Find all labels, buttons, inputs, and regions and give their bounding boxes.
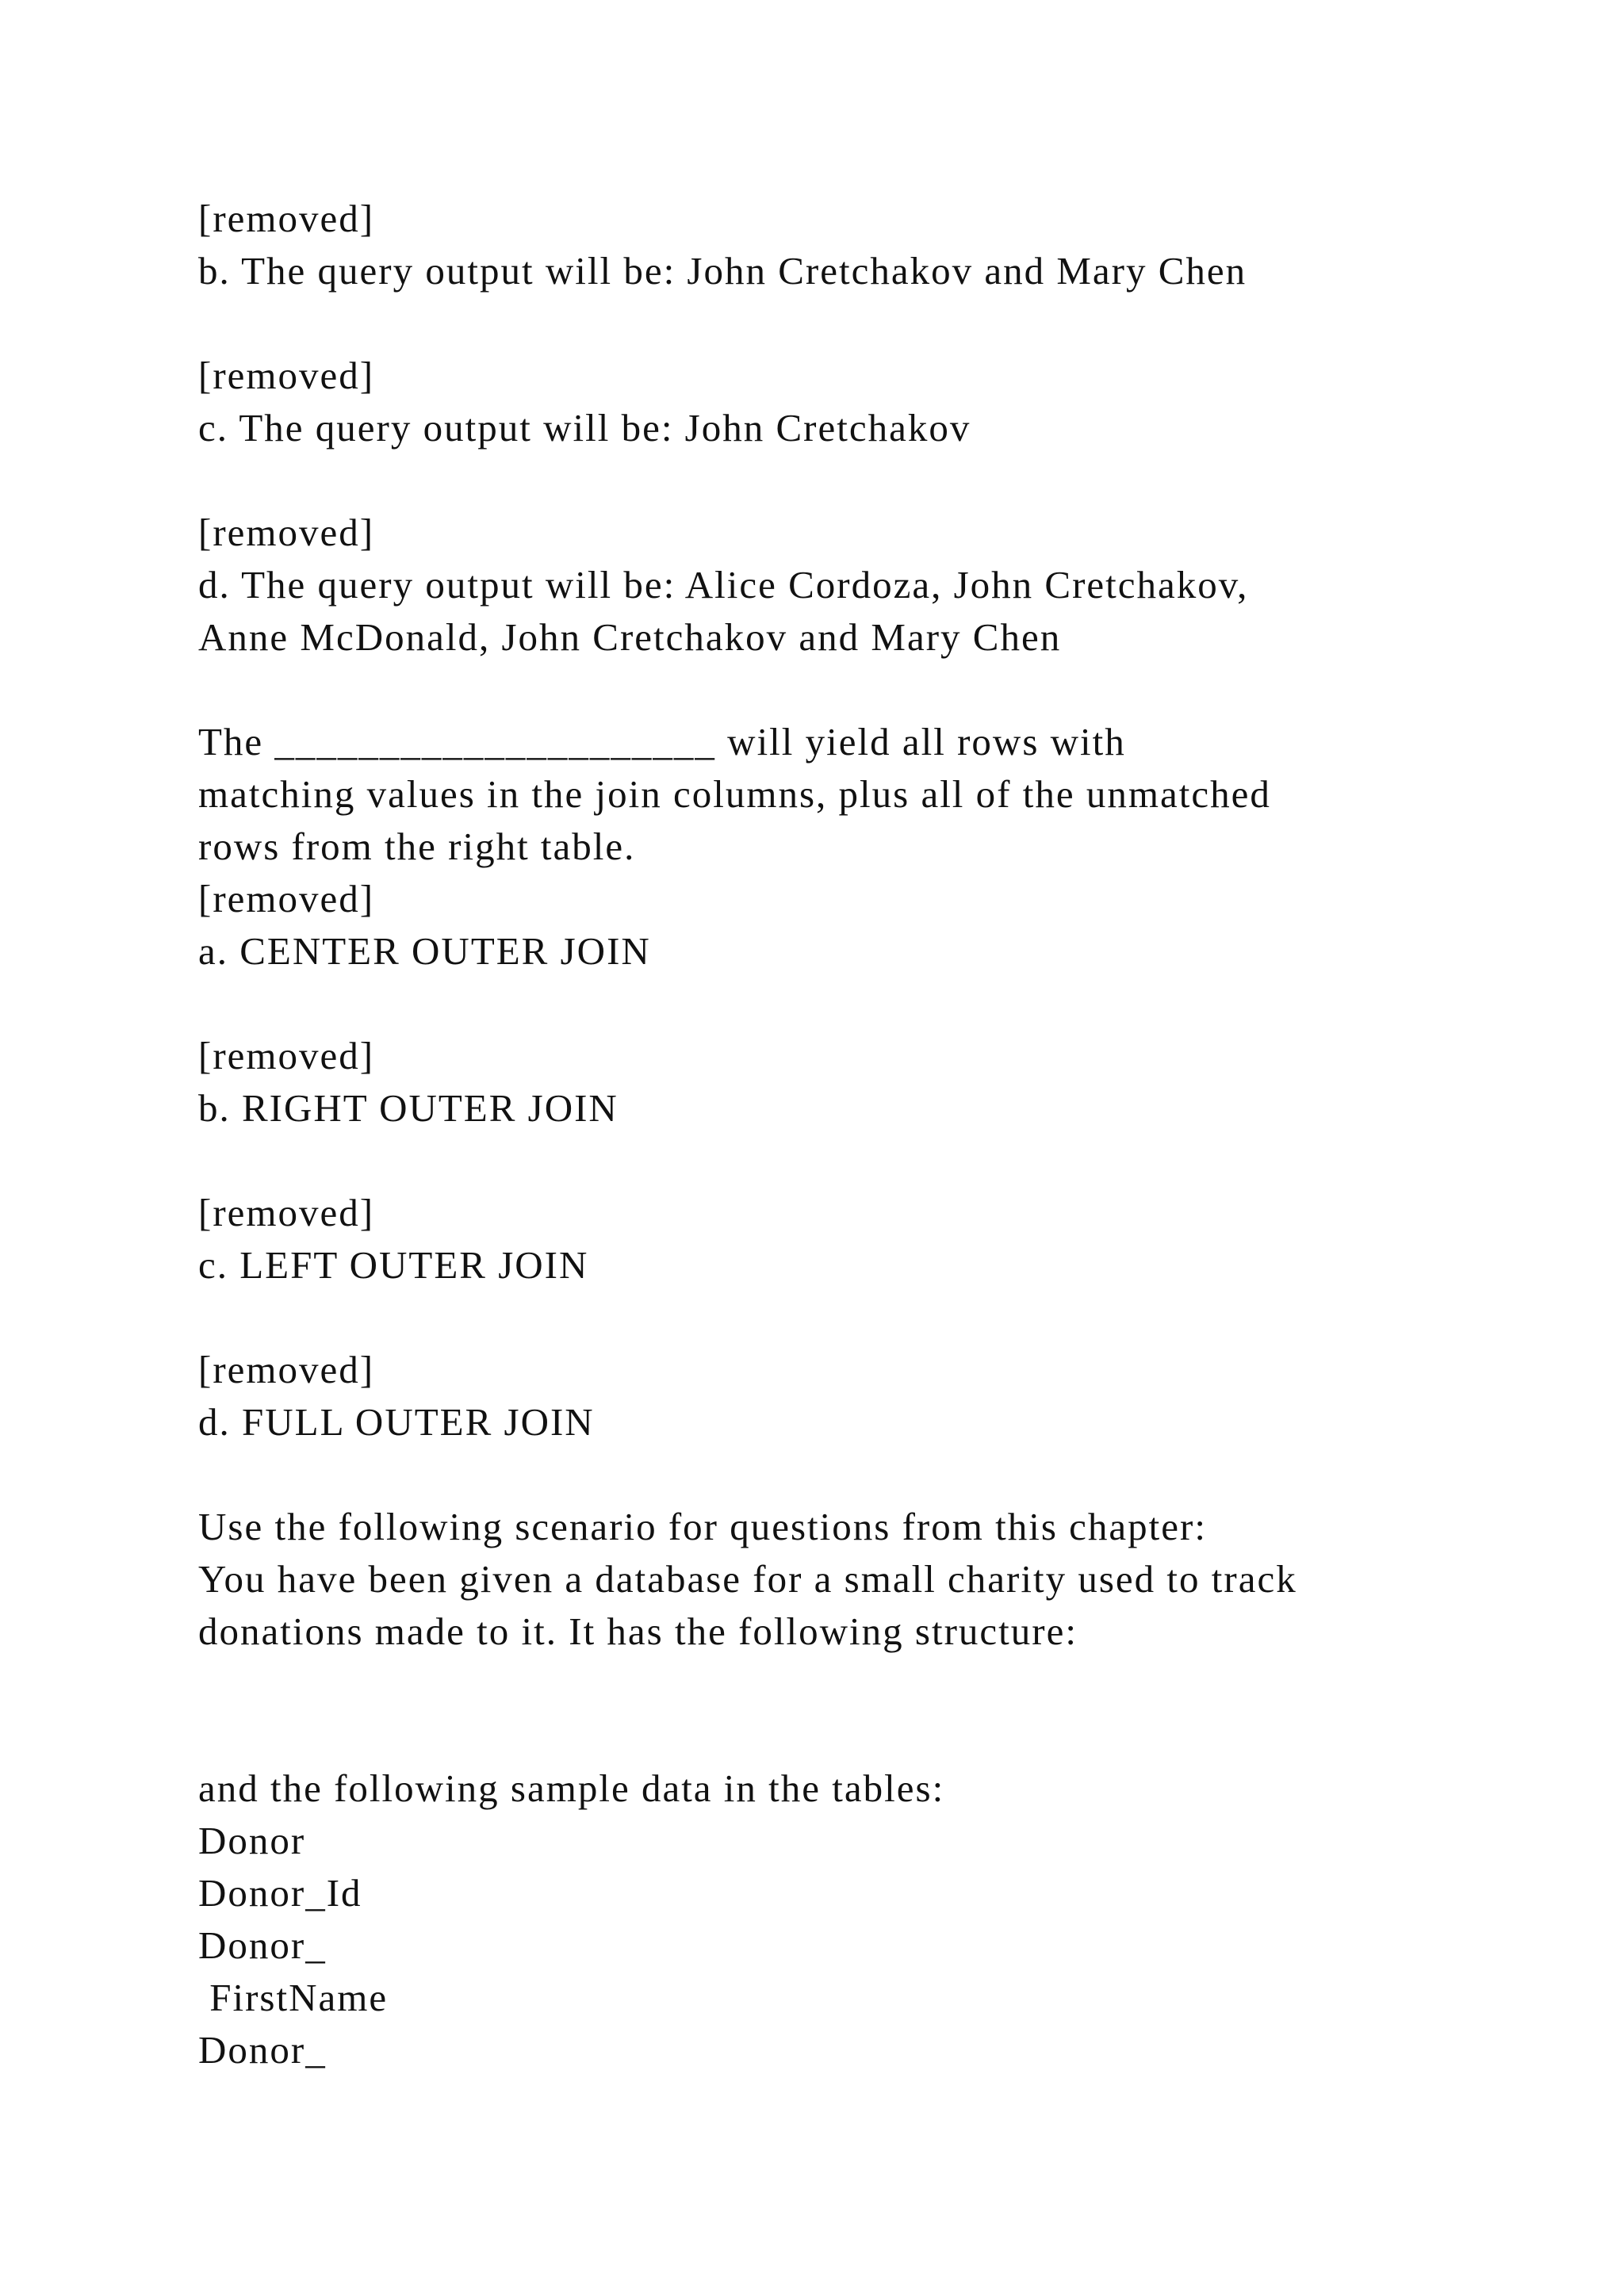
option-d-text-line1: d. The query output will be: Alice Cordoza, John Cretchakov, bbox=[198, 563, 1249, 607]
scenario-line2: You have been given a database for a small charity used to track bbox=[198, 1557, 1297, 1601]
option-marker: [removed] bbox=[198, 1348, 375, 1391]
spacer bbox=[198, 1448, 1499, 1501]
option-marker: [removed] bbox=[198, 354, 375, 397]
question-stem-line3: rows from the right table. bbox=[198, 825, 636, 868]
spacer bbox=[198, 664, 1499, 716]
spacer bbox=[198, 978, 1499, 1030]
option-a-text: a. CENTER OUTER JOIN bbox=[198, 929, 651, 973]
column-header: Donor_Id bbox=[198, 1871, 362, 1915]
option-b-text: b. The query output will be: John Cretchakov and Mary Chen bbox=[198, 249, 1247, 293]
option-marker: [removed] bbox=[198, 1191, 375, 1234]
table-name: Donor bbox=[198, 1819, 306, 1862]
option-d-text: d. FULL OUTER JOIN bbox=[198, 1400, 595, 1444]
spacer bbox=[198, 297, 1499, 350]
question-stem-line2: matching values in the join columns, plus all of the unmatched bbox=[198, 772, 1271, 816]
scenario-line3: donations made to it. It has the following structure: bbox=[198, 1609, 1078, 1653]
column-header: Donor_ bbox=[198, 1923, 327, 1967]
option-marker: [removed] bbox=[198, 197, 375, 240]
spacer bbox=[198, 1292, 1499, 1344]
option-marker: [removed] bbox=[198, 877, 375, 920]
spacer bbox=[198, 1135, 1499, 1187]
option-marker: [removed] bbox=[198, 1034, 375, 1077]
column-header: FirstName bbox=[198, 1976, 389, 2019]
document-text bbox=[198, 193, 1499, 2076]
structure-image-placeholder bbox=[198, 1658, 1499, 1762]
question-stem-line1: The _____________________ will yield all rows with bbox=[198, 720, 1126, 763]
option-c-text: c. The query output will be: John Cretchakov bbox=[198, 406, 971, 450]
option-d-text-line2: Anne McDonald, John Cretchakov and Mary Chen bbox=[198, 615, 1062, 659]
column-header: Donor_ bbox=[198, 2028, 327, 2072]
option-marker: [removed] bbox=[198, 511, 375, 554]
option-b-text: b. RIGHT OUTER JOIN bbox=[198, 1086, 619, 1130]
scenario-line1: Use the following scenario for questions from this chapter: bbox=[198, 1505, 1207, 1548]
sample-data-intro: and the following sample data in the tables: bbox=[198, 1766, 945, 1810]
option-c-text: c. LEFT OUTER JOIN bbox=[198, 1243, 589, 1287]
spacer bbox=[198, 454, 1499, 507]
